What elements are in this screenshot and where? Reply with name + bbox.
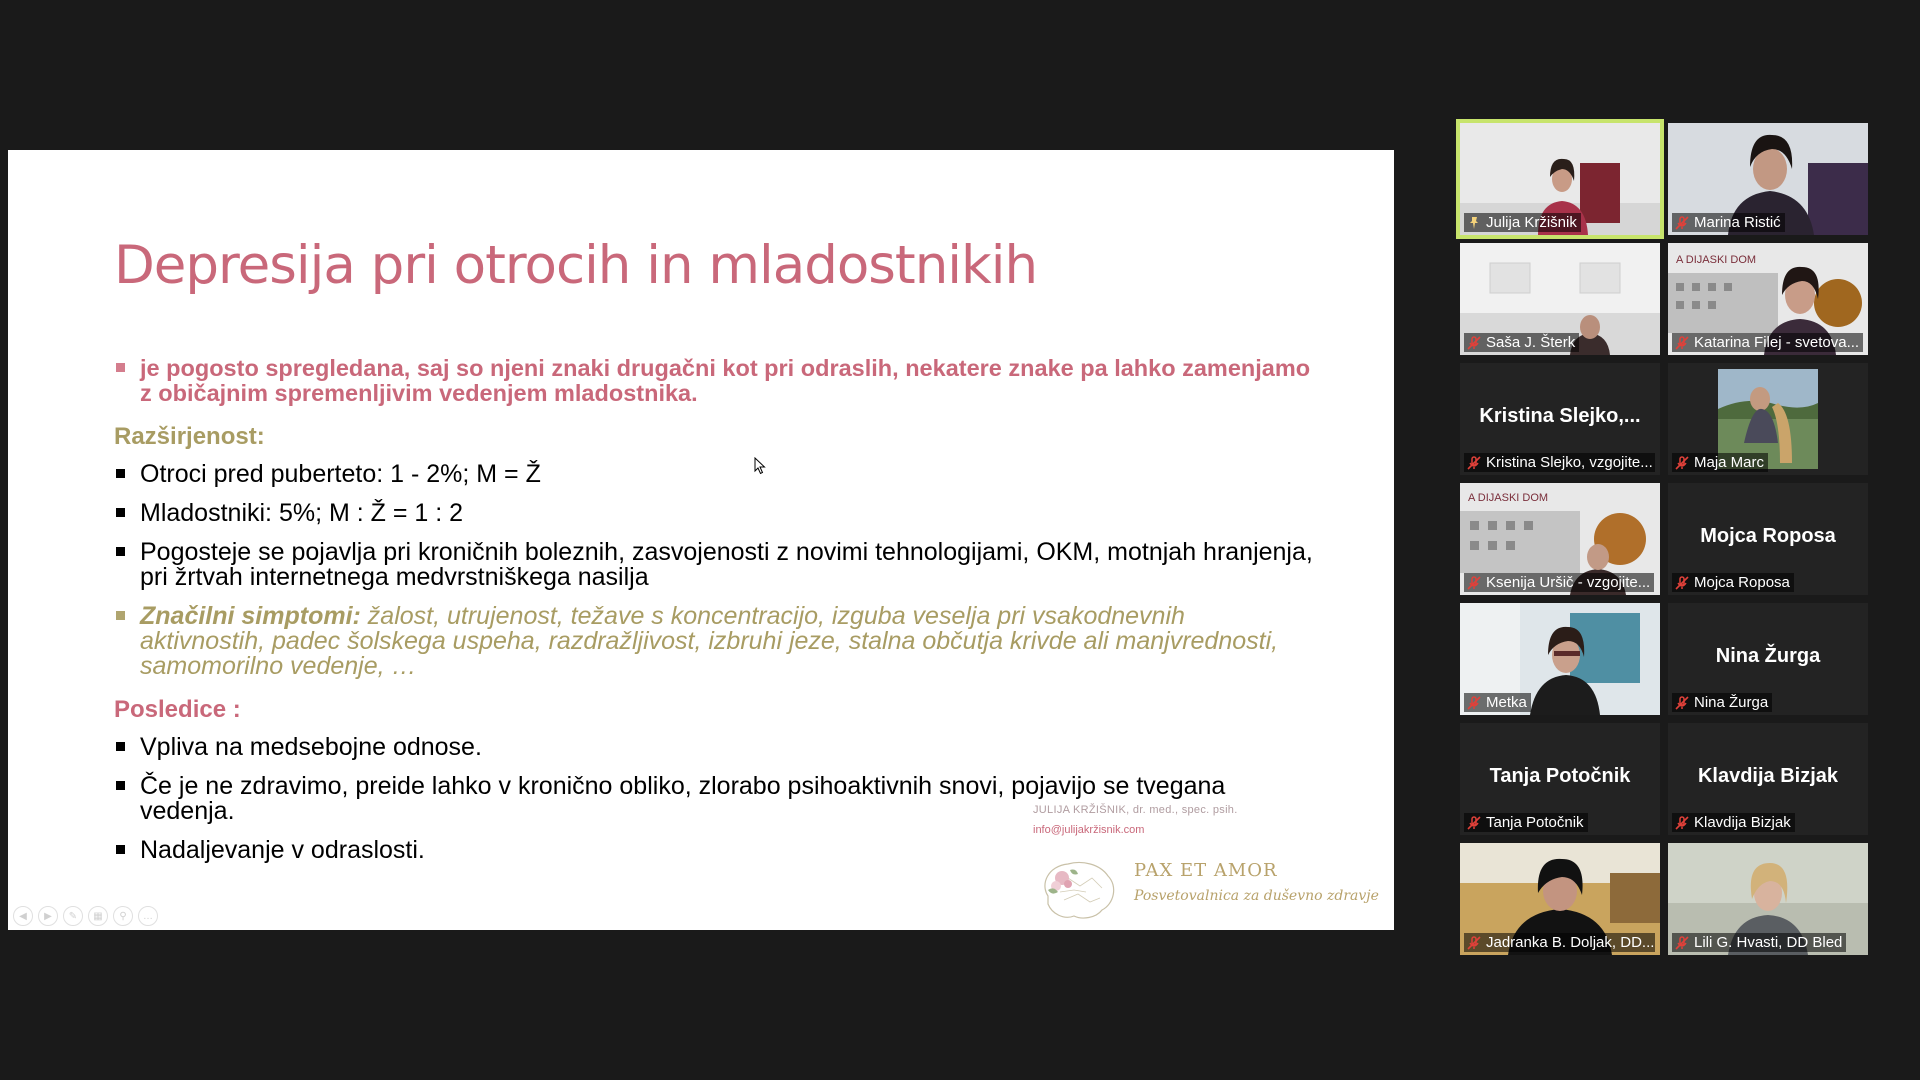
author-email: info@julijakržisnik.com: [1033, 824, 1145, 836]
participant-name-label: Maja Marc: [1672, 453, 1768, 472]
mic-muted-icon: [1674, 815, 1690, 831]
previous-slide-icon[interactable]: ◀: [13, 906, 33, 926]
participant-name-label: Julija Kržišnik: [1464, 213, 1581, 232]
section-heading-consequences: Posledice :: [114, 696, 241, 723]
bullet-marker: [116, 508, 125, 517]
participant-name-label: Ksenija Uršič - vzgojite...: [1464, 573, 1654, 592]
participant-name-label: Lili G. Hvasti, DD Bled: [1672, 933, 1846, 952]
participant-tile[interactable]: [1460, 723, 1660, 835]
mouse-cursor-icon: [754, 457, 766, 475]
slide-content: [114, 356, 1314, 876]
intro-bullet: je pogosto spregledana, saj so njeni znaki drugačni kot pri odraslih, nekatere znake pa lahko zamenjamo z običajnim spremenljivim vedenjem mladostnika.: [114, 356, 1314, 406]
bullet-marker: [116, 742, 125, 751]
participant-tile[interactable]: [1668, 483, 1868, 595]
participant-tile[interactable]: [1460, 123, 1660, 235]
svg-text:A DIJASKI DOM: A DIJASKI DOM: [1676, 254, 1757, 266]
participant-tile[interactable]: [1668, 243, 1868, 355]
list-item: Vpliva na medsebojne odnose.: [114, 735, 1314, 760]
participant-name-label: Jadranka B. Doljak, DD...: [1464, 933, 1655, 952]
participant-name-label: Katarina Filej - svetova...: [1672, 333, 1863, 352]
participant-display-name: Mojca Roposa: [1700, 525, 1836, 547]
brain-flower-logo-icon: [1034, 856, 1122, 924]
symptoms-bullet: [114, 604, 1314, 679]
list-item: Če je ne zdravimo, preide lahko v kronično obliko, zlorabo psihoaktivnih snovi, pojavijo se tvegana vedenja.: [114, 774, 1314, 824]
next-slide-icon[interactable]: ▶: [38, 906, 58, 926]
list-item: Nadaljevanje v odraslosti.: [114, 838, 1314, 863]
symptoms-label: Značilni simptomi:: [140, 602, 361, 630]
participant-tile[interactable]: [1460, 603, 1660, 715]
author-name: JULIJA KRŽIŠNIK, dr. med., spec. psih.: [1033, 804, 1238, 816]
participant-name-label: Marina Ristić: [1672, 213, 1785, 232]
pen-icon[interactable]: ✎: [63, 906, 83, 926]
mic-muted-icon: [1466, 335, 1482, 351]
author-info: [1033, 800, 1238, 840]
mic-muted-icon: [1674, 215, 1690, 231]
list-item: Pogosteje se pojavlja pri kroničnih boleznih, zasvojenosti z novimi tehnologijami, OKM, motnjah hranjenja, pri žrtvah internetnega medvrstniškega nasilja: [114, 540, 1314, 590]
participant-tile[interactable]: [1668, 123, 1868, 235]
participant-name-label: Metka: [1464, 693, 1531, 712]
mic-muted-icon: [1466, 455, 1482, 471]
participant-name-label: Saša J. Šterk: [1464, 333, 1579, 352]
participant-display-name: Tanja Potočnik: [1489, 765, 1631, 787]
mic-muted-icon: [1466, 695, 1482, 711]
logo-title: PAX ET AMOR: [1134, 860, 1278, 881]
participant-name-label: Tanja Potočnik: [1464, 813, 1588, 832]
section-heading-prevalence: Razširjenost:: [114, 423, 265, 450]
slides-grid-icon[interactable]: ▦: [88, 906, 108, 926]
participant-tile[interactable]: [1460, 483, 1660, 595]
slide-title: Depresija pri otrocih in mladostnikih: [114, 235, 1038, 296]
participant-display-name: Kristina Slejko,...: [1479, 405, 1641, 427]
bullet-marker: [116, 611, 125, 620]
participant-display-name: Nina Žurga: [1715, 645, 1821, 667]
bullet-marker: [116, 781, 125, 790]
symptoms-text: žalost, utrujenost, težave s koncentracijo, izguba veselja pri vsakodnevnih aktivnostih, padec šolskega uspeha, razdražljivost, izbruhi jeze, stalna občutja krivde ali manjvrednosti, samomorilno vedenje, …: [140, 602, 1279, 680]
participant-name-label: Nina Žurga: [1672, 693, 1772, 712]
participant-tile[interactable]: [1668, 843, 1868, 955]
logo-subtitle: Posvetovalnica za duševno zdravje: [1134, 888, 1379, 904]
participant-tile[interactable]: [1460, 843, 1660, 955]
list-item: Otroci pred puberteto: 1 - 2%; M = Ž: [114, 462, 1314, 487]
more-options-icon[interactable]: …: [138, 906, 158, 926]
pin-icon: [1466, 215, 1482, 231]
mic-muted-icon: [1466, 575, 1482, 591]
mic-muted-icon: [1674, 935, 1690, 951]
bullet-marker: [116, 845, 125, 854]
participant-tile[interactable]: [1460, 243, 1660, 355]
participant-display-name: Klavdija Bizjak: [1697, 765, 1839, 787]
bullet-marker: [116, 363, 125, 372]
pax-et-amor-logo: [1034, 850, 1384, 925]
mic-muted-icon: [1674, 575, 1690, 591]
participant-name-label: Kristina Slejko, vzgojite...: [1464, 453, 1655, 472]
mic-muted-icon: [1674, 455, 1690, 471]
participant-tile[interactable]: [1460, 363, 1660, 475]
participant-tile[interactable]: [1668, 723, 1868, 835]
participant-name-label: Klavdija Bizjak: [1672, 813, 1795, 832]
mic-muted-icon: [1674, 695, 1690, 711]
zoom-icon[interactable]: ⚲: [113, 906, 133, 926]
participant-tile[interactable]: [1668, 363, 1868, 475]
mic-muted-icon: [1466, 935, 1482, 951]
mic-muted-icon: [1674, 335, 1690, 351]
participant-name-label: Mojca Roposa: [1672, 573, 1794, 592]
participant-tile[interactable]: [1668, 603, 1868, 715]
slide-navigation-controls: [13, 906, 158, 926]
svg-text:A DIJASKI DOM: A DIJASKI DOM: [1468, 492, 1549, 504]
bullet-marker: [116, 469, 125, 478]
mic-muted-icon: [1466, 815, 1482, 831]
list-item: Mladostniki: 5%; M : Ž = 1 : 2: [114, 501, 1314, 526]
shared-slide: [8, 150, 1394, 930]
bullet-marker: [116, 547, 125, 556]
